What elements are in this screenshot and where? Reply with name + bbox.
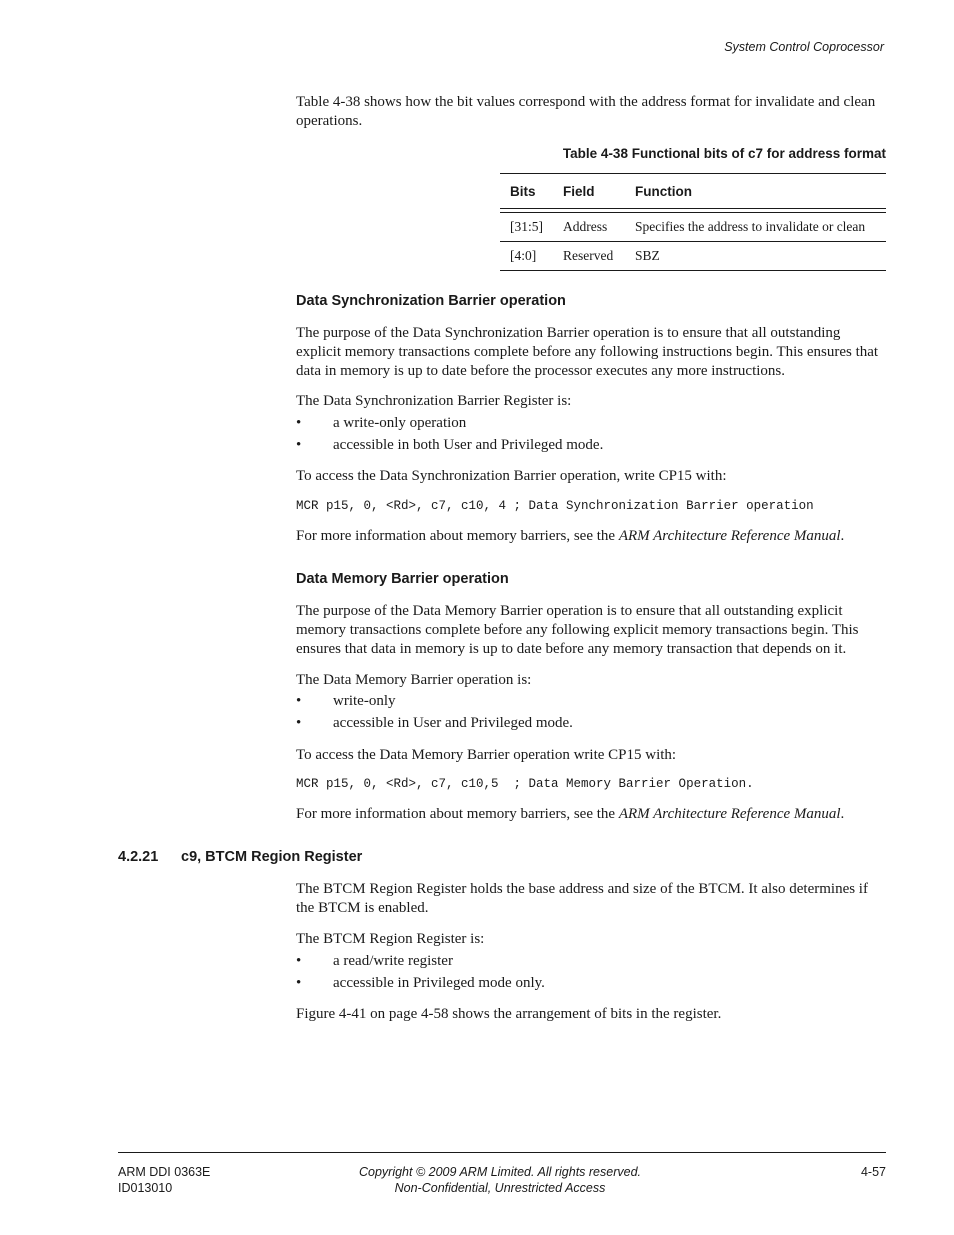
table-row — [500, 213, 886, 242]
doc-number: ARM DDI 0363E — [118, 1165, 211, 1179]
footer-center — [300, 1164, 700, 1196]
intro-paragraph: Table 4-38 shows how the bit values correspond with the address format for invalidate and clean operations. — [296, 94, 876, 129]
bullet-marker: • — [296, 437, 302, 453]
dsb-more-info — [296, 527, 888, 546]
more-info-prefix: For more information about memory barriers, see the — [296, 528, 619, 544]
footer-rule — [118, 1152, 886, 1153]
dmb-code-line: MCR p15, 0, <Rd>, c7, c10,5 ; Data Memory Barrier Operation. — [296, 777, 754, 791]
table-header-row — [500, 174, 886, 209]
section-number: 4.2.21 — [118, 849, 159, 865]
more-info-suffix: . — [840, 528, 845, 544]
table-header-function: Function — [625, 174, 886, 209]
table-header-bits: Bits — [500, 174, 553, 209]
bullet-marker: • — [296, 415, 302, 431]
copyright-notice: Copyright © 2009 ARM Limited. All rights reserved. — [358, 1165, 641, 1179]
dmb-access-intro: To access the Data Memory Barrier operation write CP15 with: — [296, 747, 677, 763]
btcm-register-intro: The BTCM Region Register is: — [296, 931, 485, 947]
more-info-suffix: . — [840, 806, 845, 822]
table-cell: [4:0] — [500, 242, 553, 271]
bullet-text: accessible in Privileged mode only. — [333, 975, 545, 991]
table-cell: Reserved — [553, 242, 625, 271]
figure-reference: Figure 4-41 on page 4-58 shows the arrangement of bits in the register. — [296, 1006, 722, 1022]
reference-manual-title: ARM Architecture Reference Manual — [618, 806, 841, 822]
btcm-description: The BTCM Region Register holds the base address and size of the BTCM. It also determines if the BTCM is enabled. — [296, 881, 868, 916]
dsb-access-intro: To access the Data Synchronization Barrier operation, write CP15 with: — [296, 468, 727, 484]
bullet-marker: • — [296, 975, 302, 991]
bullet-text: a read/write register — [333, 953, 453, 969]
table-cell: Address — [553, 213, 625, 242]
doc-id: ID013010 — [118, 1181, 173, 1195]
section-title: c9, BTCM Region Register — [181, 849, 363, 865]
more-info-prefix: For more information about memory barriers, see the — [296, 806, 619, 822]
table-cell: SBZ — [625, 242, 886, 271]
bullet-marker: • — [296, 693, 302, 709]
bullet-text: accessible in User and Privileged mode. — [333, 715, 573, 731]
dmb-register-intro: The Data Memory Barrier operation is: — [296, 672, 532, 688]
bullet-text: write-only — [333, 693, 396, 709]
reference-manual-title: ARM Architecture Reference Manual — [618, 528, 841, 544]
dsb-purpose: The purpose of the Data Synchronization Barrier operation is to ensure that all outstanding explicit memory transactions complete before any following instructions begin. This ensures that data in memory is up to date before the processor executes any more instructions. — [296, 325, 879, 379]
table-row — [500, 242, 886, 271]
dmb-purpose: The purpose of the Data Memory Barrier operation is to ensure that all outstanding explicit memory transactions complete before any following explicit memory transactions begin. This ensures that data in memory is up to date before any memory transaction that depends on it. — [296, 603, 859, 657]
access-notice: Non-Confidential, Unrestricted Access — [394, 1181, 606, 1195]
bullet-marker: • — [296, 953, 302, 969]
page-number: 4-57 — [860, 1165, 886, 1179]
bullet-text: a write-only operation — [333, 415, 467, 431]
running-header: System Control Coprocessor — [724, 40, 884, 54]
dsb-register-intro: The Data Synchronization Barrier Register is: — [296, 393, 572, 409]
table-header-field: Field — [553, 174, 625, 209]
bullet-marker: • — [296, 715, 302, 731]
table-caption: Table 4-38 Functional bits of c7 for address format — [562, 146, 886, 161]
table-cell: [31:5] — [500, 213, 553, 242]
section-heading — [118, 849, 362, 865]
dmb-heading: Data Memory Barrier operation — [296, 571, 509, 587]
dsb-code-line: MCR p15, 0, <Rd>, c7, c10, 4 ; Data Synchronization Barrier operation — [296, 499, 814, 513]
functional-bits-table — [500, 173, 886, 271]
table-cell: Specifies the address to invalidate or clean — [625, 213, 886, 242]
dsb-heading: Data Synchronization Barrier operation — [296, 293, 566, 309]
dmb-more-info — [296, 805, 888, 824]
footer-left — [118, 1164, 210, 1196]
bullet-text: accessible in both User and Privileged mode. — [333, 437, 604, 453]
